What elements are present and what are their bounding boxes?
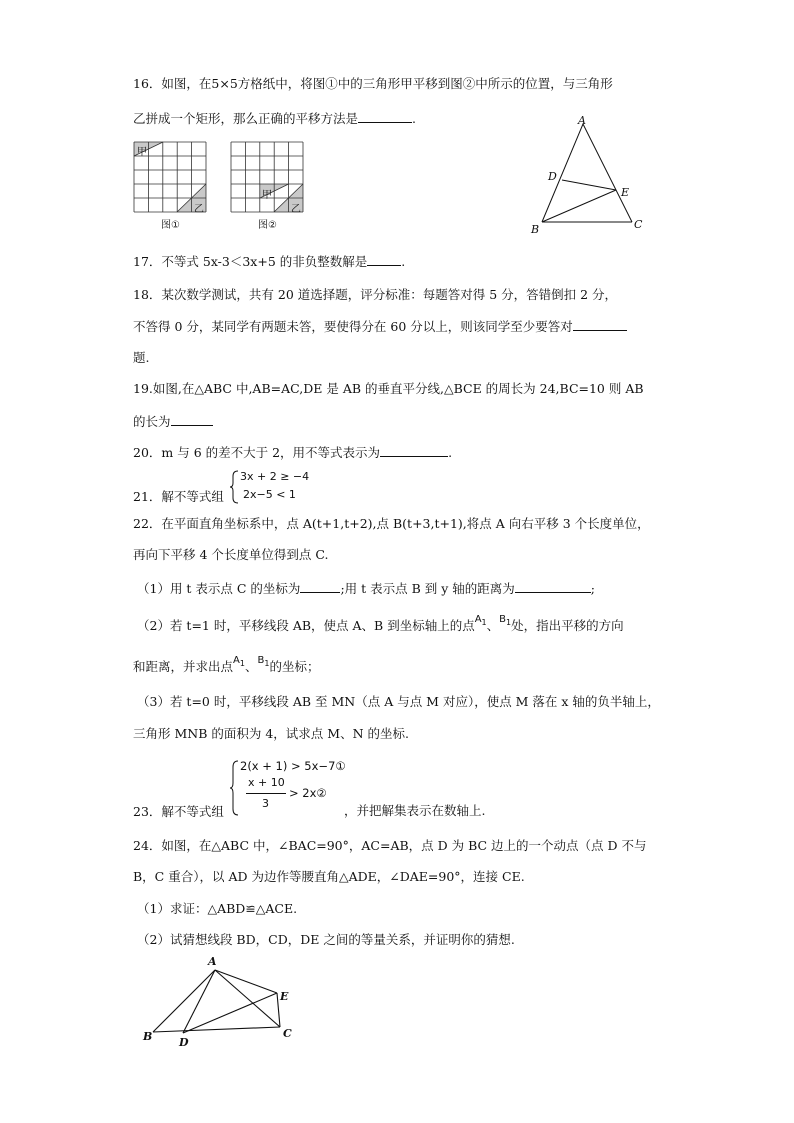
grid2-label-yi: 乙 (291, 204, 301, 215)
q22-part2-a: （2）若 t=1 时，平移线段 AB，使点 A、B 到坐标轴上的点 (137, 618, 475, 633)
q16-line1: 16．如图，在5×5方格纸中，将图①中的三角形甲平移到图②中所示的位置，与三角形 (133, 76, 613, 91)
q20-text: 20．m 与 6 的差不大于 2，用不等式表示为 (133, 445, 381, 460)
q22-part1 (137, 579, 595, 597)
q19-line2-text: 的长为 (133, 414, 171, 429)
label-A1-b-sub: 1 (239, 659, 245, 668)
tri-label-B: B (531, 223, 540, 236)
fig24-label-B: B (143, 1030, 153, 1043)
q21-text: 21．解不等式组 (133, 489, 224, 504)
q23-fraction-bar (246, 793, 286, 794)
q18-line2 (133, 317, 627, 335)
q22-line1: 22．在平面直角坐标系中，点 A(t+1,t+2),点 B(t+3,t+1),将点 A 向右平移 3 个长度单位， (133, 516, 650, 531)
q22-sep-2: 、 (244, 659, 258, 674)
grid1-label-jia: 甲 (137, 147, 147, 158)
q21-ineq1: 3x + 2 ≥ −4 (240, 470, 310, 483)
label-B1: B (499, 614, 507, 625)
q22-part2-c: 和距离，并求出点 (133, 659, 234, 674)
tri-label-A: A (578, 114, 586, 127)
fig24-label-C: C (283, 1027, 292, 1040)
q22-line2: 再向下平移 4 个长度单位得到点 C. (133, 547, 329, 562)
q23-brace (230, 760, 240, 820)
q16-end: . (412, 111, 416, 126)
q16-line2 (133, 109, 416, 127)
q20-end: . (448, 445, 453, 460)
q24-part2: （2）试猜想线段 BD，CD，DE 之间的等量关系，并证明你的猜想. (137, 932, 515, 947)
q21-brace (230, 470, 240, 508)
q24-line1: 24．如图，在△ABC 中，∠BAC=90°，AC=AB，点 D 为 BC 边上的一个动点（点 D 不与 (133, 838, 647, 853)
q22-part2 (137, 614, 624, 639)
q17 (133, 252, 405, 270)
q19-line2 (133, 412, 213, 430)
grid2-caption: 图② (258, 220, 277, 231)
q16-answer-blank (358, 109, 412, 123)
fig24-label-E: E (280, 990, 289, 1003)
q22-part1-b: ;用 t 表示点 B 到 y 轴的距离为 (340, 581, 515, 596)
q17-answer-blank (367, 252, 401, 266)
q23-ineq1: 2(x + 1) > 5x−7① (240, 759, 346, 773)
q16-line2-text: 乙拼成一个矩形，那么正确的平移方法是 (133, 111, 359, 126)
q20-answer-blank (380, 443, 448, 457)
fig24-label-A: A (208, 955, 217, 968)
q22-blank-b (515, 579, 591, 593)
q18-answer-blank (573, 317, 627, 331)
q22-blank-c (300, 579, 340, 593)
q22-sep: 、 (486, 618, 500, 633)
q22-part3-line2: 三角形 MNB 的面积为 4，试求点 M、N 的坐标. (133, 726, 409, 741)
label-B1-b: B (257, 655, 265, 666)
q22-part3-line1: （3）若 t=0 时，平移线段 AB 至 MN（点 A 与点 M 对应），使点 M 落在 x 轴的负半轴上， (137, 694, 660, 709)
label-B1-b-sub: 1 (264, 659, 270, 668)
q22-part1-a: （1）用 t 表示点 C 的坐标为 (137, 581, 301, 596)
q21-ineq2: 2x−5 < 1 (243, 488, 296, 501)
q22-part1-c: ; (590, 581, 595, 596)
q22-part2-b: 处，指出平移的方向 (511, 618, 624, 633)
label-A1-b: A (233, 655, 240, 666)
q18-line3: 题. (133, 350, 150, 365)
q20 (133, 443, 452, 461)
q19-line1: 19.如图,在△ABC 中,AB=AC,DE 是 AB 的垂直平分线,△BCE 的周长为 24,BC=10 则 AB (133, 381, 644, 396)
tri-label-D: D (548, 170, 557, 183)
q24-figure (140, 955, 305, 1054)
q17-end: . (401, 254, 406, 269)
q17-text: 17．不等式 5x-3＜3x+5 的非负整数解是 (133, 254, 368, 269)
q22-part2-cont (133, 655, 320, 680)
tri-label-C: C (634, 218, 643, 231)
label-A1: A (474, 614, 482, 625)
fig24-label-D: D (179, 1036, 189, 1049)
q23-rhs: > 2x② (289, 786, 327, 800)
q23-text: 23．解不等式组 (133, 804, 224, 819)
q18-line1: 18．某次数学测试，共有 20 道选择题，评分标准：每题答对得 5 分，答错倒扣 2 分， (133, 287, 618, 302)
q23-tail: ，并把解集表示在数轴上. (344, 803, 486, 818)
label-B1-sub: 1 (506, 618, 512, 627)
grid1-caption: 图① (161, 220, 180, 231)
q24-line2: B，C 重合），以 AD 为边作等腰直角△ADE，∠DAE=90°，连接 CE. (133, 869, 525, 884)
label-A1-sub: 1 (481, 618, 487, 627)
tri-label-E: E (621, 186, 630, 199)
q24-part1: （1）求证：△ABD≌△ACE. (137, 901, 298, 916)
grid1-label-yi: 乙 (194, 204, 204, 215)
q18-line2-text: 不答得 0 分，某同学有两题未答，要使得分在 60 分以上，则该同学至少要答对 (133, 319, 573, 334)
grid2-label-jia: 甲 (262, 190, 272, 201)
q19-answer-blank (171, 412, 213, 426)
q23-denominator: 3 (262, 797, 269, 810)
q22-part2-d: 的坐标； (269, 659, 320, 674)
q23-numerator: x + 10 (248, 776, 285, 789)
